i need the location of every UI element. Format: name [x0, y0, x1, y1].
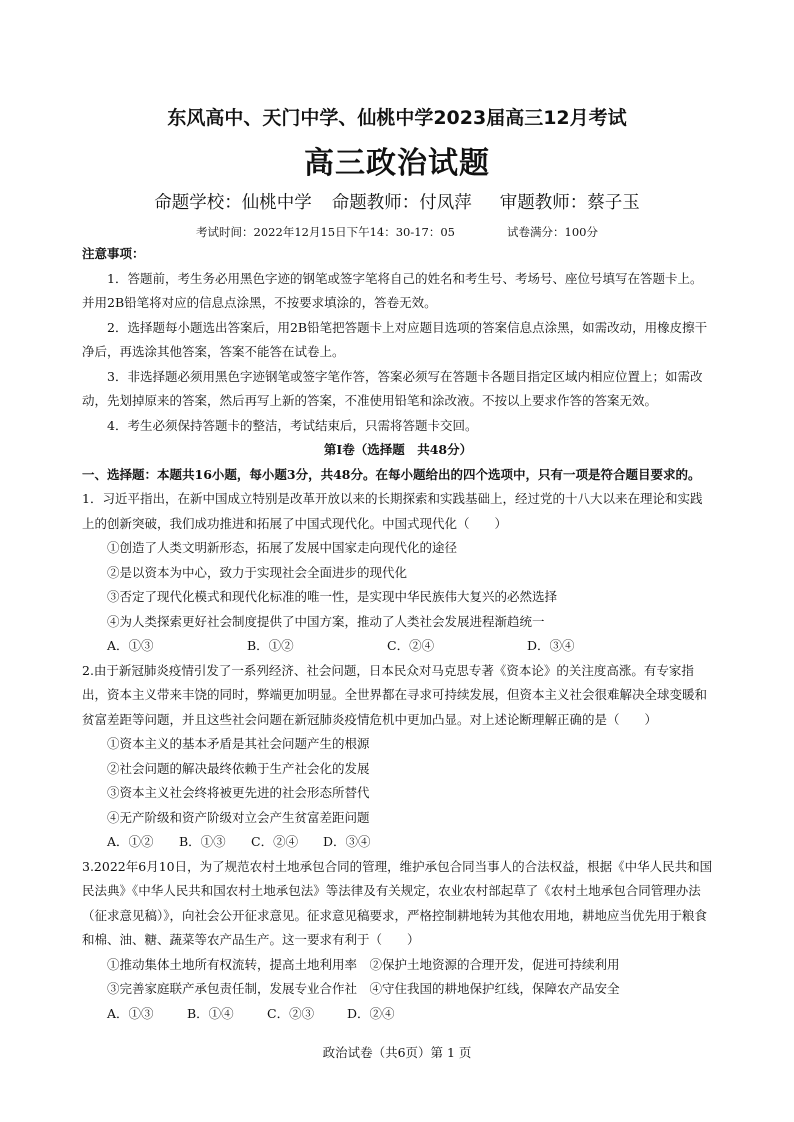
reviewer: 审题教师：蔡子玉 [499, 193, 640, 213]
statement: ④为人类探索更好社会制度提供了中国方案，推动了人类社会发展进程渐趋统一 [107, 613, 545, 629]
section-instruction: 一、选择题：本题共16小题，每小题3分，共48分。在每小题给出的四个选项中，只有一项是符合题目要求的。 [82, 466, 701, 482]
note-item: 4．考生必须保持答题卡的整洁，考试结束后，只需将答题卡交回。 [107, 417, 478, 433]
question-3 [82, 855, 714, 1027]
choices-row [82, 1002, 714, 1027]
choice-c: C．②④ [387, 638, 435, 653]
statement: ①创造了人类文明新形态，拓展了发展中国家走向现代化的途径 [107, 540, 458, 555]
exam-time: 考试时间：2022年12月15日下午14：30-17：05 [196, 225, 455, 239]
note-item: 1．答题前，考生务必用黑色字迹的钢笔或签字笔将自己的姓名和考生号、考场号、座位号填写在答题卡上。并用2B铅笔将对应的信息点涂黑，不按要求填涂的，答卷无效。 [82, 270, 703, 310]
question-stem: 2.由于新冠肺炎疫情引发了一系列经济、社会问题，日本民众对马克思专著《资本论》的关注度高涨。有专家指出，资本主义带来丰饶的同时，弊端更加明显。全世界都在寻求可持续发展，但资本主义社会很难解决全球变暖和贫富差距等问题，并且这些社会问题在新冠肺炎疫情危机中更加凸显。对上述论断理解正确的是（ ） [82, 662, 708, 727]
question-stem: 1．习近平指出，在新中国成立特别是改革开放以来的长期探索和实践基础上，经过党的十八大以来在理论和实践上的创新突破，我们成功推进和拓展了中国式现代化。中国式现代化（ ） [82, 491, 703, 531]
section-title: 第Ⅰ卷（选择题 共48分） [323, 442, 473, 457]
choice-d: D．②④ [347, 1005, 395, 1021]
question-1 [82, 487, 714, 659]
notes-heading: 注意事项： [82, 246, 145, 261]
statement: ③资本主义社会终将被更先进的社会形态所替代 [107, 785, 370, 800]
question-stem: 3.2022年6月10日，为了规范农村土地承包合同的管理，维护承包合同当事人的合法权益，根据《中华人民共和国民法典》《中华人民共和国农村土地承包法》等法律及有关规定，农业农村部起草了《农村土地承包合同管理办法（征求意见稿）》，向社会公开征求意见。征求意见稿要求，严格控制耕地转为其他农用地，耕地应当优先用于粮食和棉、油、糖、蔬菜等农产品生产。这一要求有利于（ ） [82, 858, 713, 947]
note-item: 2．选择题每小题选出答案后，用2B铅笔把答题卡上对应题目选项的答案信息点涂黑，如需改动，用橡皮擦干净后，再选涂其他答案，答案不能答在试卷上。 [82, 319, 708, 359]
setter-teacher: 命题教师：付凤萍 [331, 193, 472, 213]
choices-row [82, 634, 714, 659]
statement: ①推动集体土地所有权流转，提高土地利用率 ②保护土地资源的合理开发，促进可持续利用 [107, 956, 620, 972]
exam-info-line [0, 224, 794, 240]
setter-school: 命题学校：仙桃中学 [154, 193, 312, 213]
choice-d: D．③④ [323, 834, 371, 849]
choice-c: C．②④ [251, 834, 299, 849]
statement: ④无产阶级和资产阶级对立会产生贫富差距问题 [107, 809, 370, 825]
school-header: 东风高中、天门中学、仙桃中学2023届高三12月考试 [167, 107, 627, 129]
choice-b: B．①② [247, 638, 294, 653]
note-item: 3．非选择题必须用黑色字迹钢笔或签字笔作答，答案必须写在答题卡各题目指定区域内相应位置上；如需改动，先划掉原来的答案，然后再写上新的答案，不准使用铅笔和涂改液。不按以上要求作答的答案无效。 [82, 368, 703, 408]
statement: ①资本主义的基本矛盾是其社会问题产生的根源 [107, 736, 370, 751]
choice-c: C．②③ [267, 1005, 315, 1021]
notes-section [82, 242, 714, 1026]
statement: ②社会问题的解决最终依赖于生产社会化的发展 [107, 760, 370, 776]
choice-a: A．①② [107, 834, 154, 849]
page-footer: 政治试卷（共6页）第 1 页 [322, 1045, 472, 1060]
choice-a: A．①③ [107, 1005, 154, 1021]
statement: ③否定了现代化模式和现代化标准的唯一性，是实现中华民族伟大复兴的必然选择 [107, 589, 558, 604]
setter-line [0, 189, 794, 214]
statement: ③完善家庭联产承包责任制，发展专业合作社 ④守住我国的耕地保护红线，保障农产品安全 [107, 981, 620, 996]
choice-d: D．③④ [527, 638, 575, 653]
choices-row [82, 830, 714, 855]
choice-b: B．①③ [179, 834, 226, 849]
page-title: 高三政治试题 [304, 146, 490, 181]
choice-a: A．①③ [107, 638, 154, 653]
statement: ②是以资本为中心，致力于实现社会全面进步的现代化 [107, 564, 408, 580]
full-score: 试卷满分：100分 [507, 225, 598, 239]
choice-b: B．①④ [187, 1005, 234, 1021]
question-2 [82, 659, 714, 855]
